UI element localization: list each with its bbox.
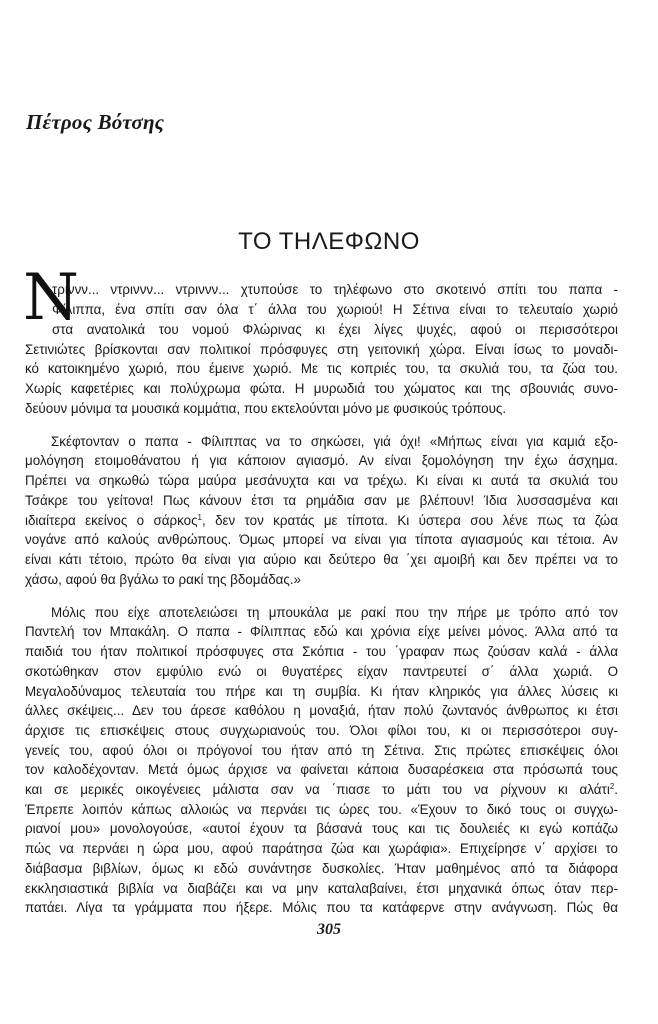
text-line: Μεγαλοδύναμος τελευταία του πήρε και τη συμβία. Κι ήταν κληρικός για άλλες λύσεις κι	[25, 683, 618, 699]
line-text: και σε μερικές οικογένειες μάλιστα σαν να ΄πιασε το μάτι του να ρίχνουν κι αλάτι	[25, 782, 610, 798]
line-text: .	[614, 782, 618, 798]
text-line: Μόλις που είχε αποτελειώσει τη μπουκάλα με ρακί που την πήρε με τρόπο από τον	[51, 604, 618, 620]
paragraph-3	[25, 603, 618, 918]
text-line: γενείς του, αφού όλοι οι πρόγονοί του ήταν από τη Σέτινα. Στις πρώτες επισκέψεις όλοι	[25, 742, 618, 758]
paragraph-2	[25, 432, 618, 590]
story-body	[23, 261, 619, 931]
text-line: άλλες σκέψεις... Δεν του άρεσε καθόλου η μοναξιά, ήταν πολύ ζωντανός άνθρωπος κι έτσι	[25, 703, 618, 719]
page-number: 305	[317, 921, 341, 938]
text-line: στα ανατολικά του νομού Φλώρινας κι έχει λίγες ψυχές, αφού οι περισσότεροι	[52, 321, 618, 337]
paragraph-1	[25, 280, 618, 418]
line-text: ιδιαίτερα εκείνος ο σάρκος	[25, 512, 198, 528]
footnote-marker-2: 2	[609, 782, 615, 792]
text-line: Παντελή τον Μπακάλη. Ο παπα - Φίλιππας εδώ και χρόνια είχε μείνει μόνος. Άλλα από τα	[25, 624, 618, 640]
text-line: νογάνε από καλούς ανθρώπους. Όμως μπορεί να είναι για τίποτα αγιασμούς και τέτοια. Αν	[25, 532, 618, 548]
text-line: πώς να περνάει η ώρα μου, αφού παράτησα ζώα και χωράφια». Επιχείρησε ν΄ αρχίσει το	[25, 841, 618, 857]
text-line	[25, 511, 618, 531]
author-name: Πέτρος Βότσης	[26, 110, 165, 134]
text-line: Τσάκρε του γείτονα! Πως κάνουν έτσι τα ρημάδια σαν με βλέπουν! Ίδια λυσσασμένα και	[25, 492, 618, 508]
text-line	[25, 780, 618, 800]
footnote-marker-1: 1	[197, 512, 202, 522]
text-line: τον καλοδέχονταν. Μετά όμως άρχισε να φαίνεται κάποια δυσαρέσκεια στα πρόσωπά τους	[25, 762, 618, 778]
line-text: , δεν τον κρατάς με τίποτα. Κι ύστερα σου λένε πως τα ζώα	[201, 512, 619, 528]
text-line: μολόγηση ετοιμοθάνατου ή για κάποιον αγιασμό. Αν είναι ξομολόγηση την έχω άσχημα.	[25, 453, 618, 469]
text-line: άρχισε τις επισκέψεις στους συγχωριανούς του. Όλοι φίλοι του, κι οι περισσότεροι συγ-	[25, 722, 618, 738]
text-line: Φίλιππα, ένα σπίτι σαν όλα τ΄ άλλα του χωριού! Η Σέτινα είναι το τελευταίο χωριό	[52, 302, 618, 318]
text-line: χάσω, αφού θα βγάλω το ρακί της βδομάδας.»	[25, 571, 302, 587]
text-line: είναι κάτι τέτοιο, πρώτο θα είναι για αύριο και δεύτερο θα ΄χει αμοιβή και δεν πρέπει να το	[25, 551, 618, 567]
drop-cap: Ν	[23, 261, 79, 335]
text-line: τριννν... ντριννν... ντριννν... χτυπούσε το τηλέφωνο στο σκοτεινό σπίτι του παπα -	[52, 282, 618, 298]
text-line: δεύουν μόνιμα τα μουσικά κομμάτια, που εκτελούνται μόνο με φυσικούς τρόπους.	[25, 400, 507, 416]
text-line: διάβασμα βιβλίων, όμως κι εδώ συνάντησε δυσκολίες. Ήταν μαθημένος από τα διάφορα	[25, 860, 618, 876]
text-line: Σετινιώτες βρίσκονται σαν πολιτικοί πρόσφυγες στη γειτονική χώρα. Είναι ίσως το μοναδι-	[25, 341, 618, 357]
text-line: Έπρεπε λοιπόν κάπως αλλοιώς να περνάει τις ώρες του. «Έχουν το δικό τους οι συγχω-	[25, 801, 618, 817]
text-line: ριανοί μου» μονολογούσε, «αυτοί έχουν τα βάσανά τους και τις δουλειές κι εγώ κοπάζω	[25, 821, 618, 837]
story-title: ΤΟ ΤΗΛΕΦΩΝΟ	[238, 228, 420, 255]
text-line: σκοτώθηκαν στον εμφύλιο ενώ οι θυγατέρες είχαν παντρευτεί σ΄ άλλα χωριά. Ο	[25, 663, 618, 679]
text-line: Σκέφτονταν ο παπα - Φίλιππας να το σηκώσει, γιά όχι! «Μήπως είναι για καμιά εξο-	[51, 433, 618, 449]
text-line: Πρέπει να σηκωθώ τώρα μαύρα μεσάνυχτα και να τρέχω. Κι είναι κι αυτά τα σκυλιά του	[25, 473, 618, 489]
text-line: Χωρίς καφετέριες και πολύχρωμα φώτα. Η μυρωδιά του χώματος και της σβουνιάς συνο-	[25, 380, 618, 396]
text-line: πατάει. Λίγα τα γράμματα που ήξερε. Μόλις που τα κατάφερνε στην ανάγνωση. Πώς θα	[25, 900, 618, 916]
text-line: κό κατοικημένο χωριό, που έμεινε χωριό. Με τις κοπριές του, τα σκυλιά του, τα ζώα του.	[25, 361, 618, 377]
text-line: παιδιά του ήταν πολιτικοί πρόσφυγες στα Σκόπια - του ΄γραφαν πως ζούσαν καλά - άλλα	[25, 644, 618, 660]
text-line: εκκλησιαστικά βιβλία να διαβάζει και να μην καταλαβαίνει, έτσι μηχανικά όπως όταν περ-	[25, 880, 618, 896]
